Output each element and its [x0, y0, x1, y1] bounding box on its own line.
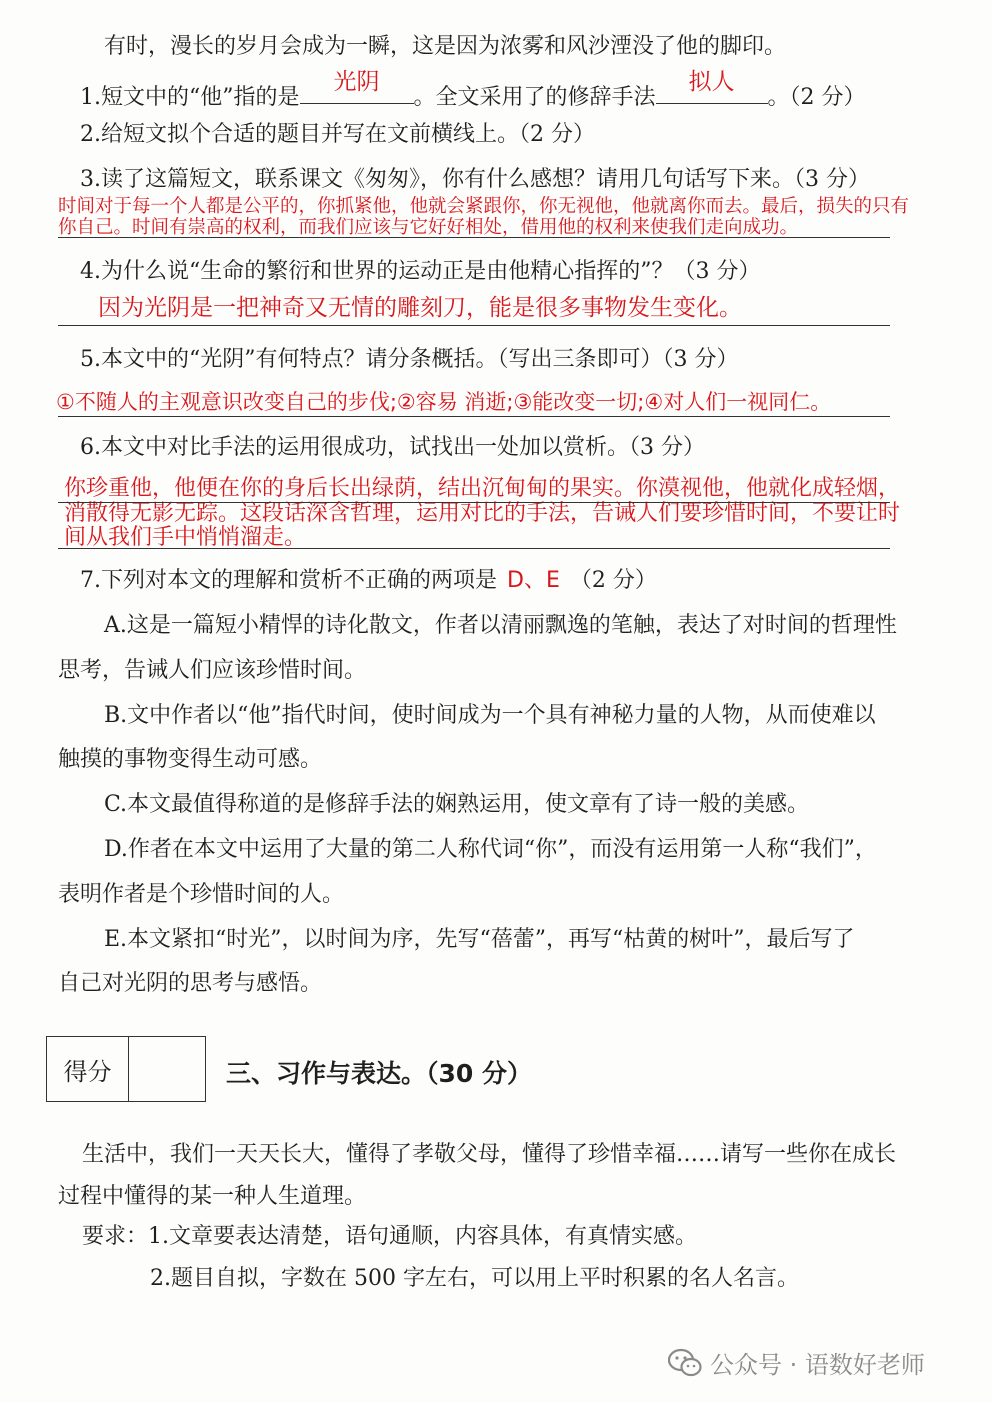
q7-suffix: （2 分） [569, 568, 657, 593]
q3-answer-rule [58, 237, 890, 238]
question-7 [80, 568, 657, 594]
q7-option-a-line-2: 思考，告诫人们应该珍惜时间。 [58, 658, 367, 683]
score-label: 得分 [47, 1037, 129, 1101]
q6-answer-line-3: 间从我们手中悄悄溜走。 [64, 525, 307, 550]
writing-prompt-line-1: 生活中，我们一天天长大，懂得了孝敬父母，懂得了珍惜幸福……请写一些你在成长 [82, 1142, 897, 1167]
question-5: 5.本文中的“光阴”有何特点？请分条概括。（写出三条即可）（3 分） [80, 347, 739, 372]
question-1 [80, 69, 866, 111]
question-2: 2.给短文拟个合适的题目并写在文前横线上。（2 分） [80, 122, 595, 147]
q4-answer-rule [58, 325, 890, 326]
q1-middle: 。全文采用了的修辞手法 [413, 85, 656, 110]
q1-prefix: 1.短文中的“他”指的是 [80, 85, 300, 110]
q7-option-e-line-2: 自己对光阴的思考与感悟。 [58, 971, 323, 996]
writing-prompt-line-2: 过程中懂得的某一种人生道理。 [58, 1184, 367, 1209]
section-3-title: 三、习作与表达。（30 分） [226, 1059, 532, 1088]
q4-answer: 因为光阴是一把神奇又无情的雕刻刀，能是很多事物发生变化。 [98, 295, 742, 321]
q1-blank-1 [300, 69, 414, 104]
q5-answer: ①不随人的主观意识改变自己的步伐;②容易 消逝;③能改变一切;④对人们一视同仁。 [56, 390, 832, 414]
watermark [668, 1345, 925, 1380]
q7-answer: D、E [507, 568, 560, 593]
q7-option-b-line-1: B.文中作者以“他”指代时间，使时间成为一个具有神秘力量的人物，从而使难以 [104, 703, 876, 728]
q7-option-e-line-1: E.本文紧扣“时光”，以时间为序，先写“蓓蕾”，再写“枯黄的树叶”，最后写了 [104, 927, 855, 952]
q7-option-d-line-1: D.作者在本文中运用了大量的第二人称代词“你”，而没有运用第一人称“我们”， [104, 837, 877, 862]
q6-answer-line-1: 你珍重他，他便在你的身后长出绿荫，结出沉甸甸的果实。你漠视他，他就化成轻烟， [64, 476, 901, 501]
score-value-cell [129, 1037, 205, 1101]
q6-answer-rule-2 [58, 548, 890, 549]
q1-suffix: 。（2 分） [767, 85, 866, 110]
question-4: 4.为什么说“生命的繁衍和世界的运动正是由他精心指挥的”？（3 分） [80, 259, 761, 284]
q7-option-d-line-2: 表明作者是个珍惜时间的人。 [58, 882, 345, 907]
q6-answer-line-2: 消散得无影无踪。这段话深含哲理，运用对比的手法，告诫人们要珍惜时间，不要让时 [64, 501, 901, 526]
q1-blank-2 [656, 69, 768, 104]
q1-answer-2: 拟人 [688, 69, 735, 95]
question-6: 6.本文中对比手法的运用很成功，试找出一处加以赏析。（3 分） [80, 435, 705, 460]
q3-answer-line-2: 你自己。时间有崇高的权利，而我们应该与它好好相处，借用他的权利来使我们走向成功。 [58, 217, 799, 238]
q6-answer-rule-1 [58, 502, 890, 503]
q5-answer-rule [58, 416, 890, 417]
q7-prefix: 7.下列对本文的理解和赏析不正确的两项是 [80, 568, 497, 593]
score-box [46, 1036, 206, 1102]
q1-answer-1: 光阴 [333, 69, 380, 95]
wechat-icon [668, 1348, 702, 1378]
q7-option-a-line-1: A.这是一篇短小精悍的诗化散文，作者以清丽飘逸的笔触，表达了对时间的哲理性 [104, 613, 897, 638]
q7-option-b-line-2: 触摸的事物变得生动可感。 [58, 747, 323, 772]
passage-last-line: 有时，漫长的岁月会成为一瞬，这是因为浓雾和风沙湮没了他的脚印。 [104, 34, 787, 59]
writing-requirement-1: 要求：1.文章要表达清楚，语句通顺，内容具体，有真情实感。 [82, 1224, 697, 1249]
q3-answer-line-1: 时间对于每一个人都是公平的，你抓紧他，他就会紧跟你，你无视他，他就离你而去。最后，损失的只有 [58, 196, 910, 217]
writing-requirement-2: 2.题目自拟，字数在 500 字左右，可以用上平时积累的名人名言。 [150, 1266, 799, 1291]
q7-option-c: C.本文最值得称道的是修辞手法的娴熟运用，使文章有了诗一般的美感。 [104, 792, 810, 817]
question-3: 3.读了这篇短文，联系课文《匆匆》，你有什么感想？请用几句话写下来。（3 分） [80, 167, 870, 192]
watermark-text: 公众号 · 语数好老师 [710, 1351, 925, 1379]
